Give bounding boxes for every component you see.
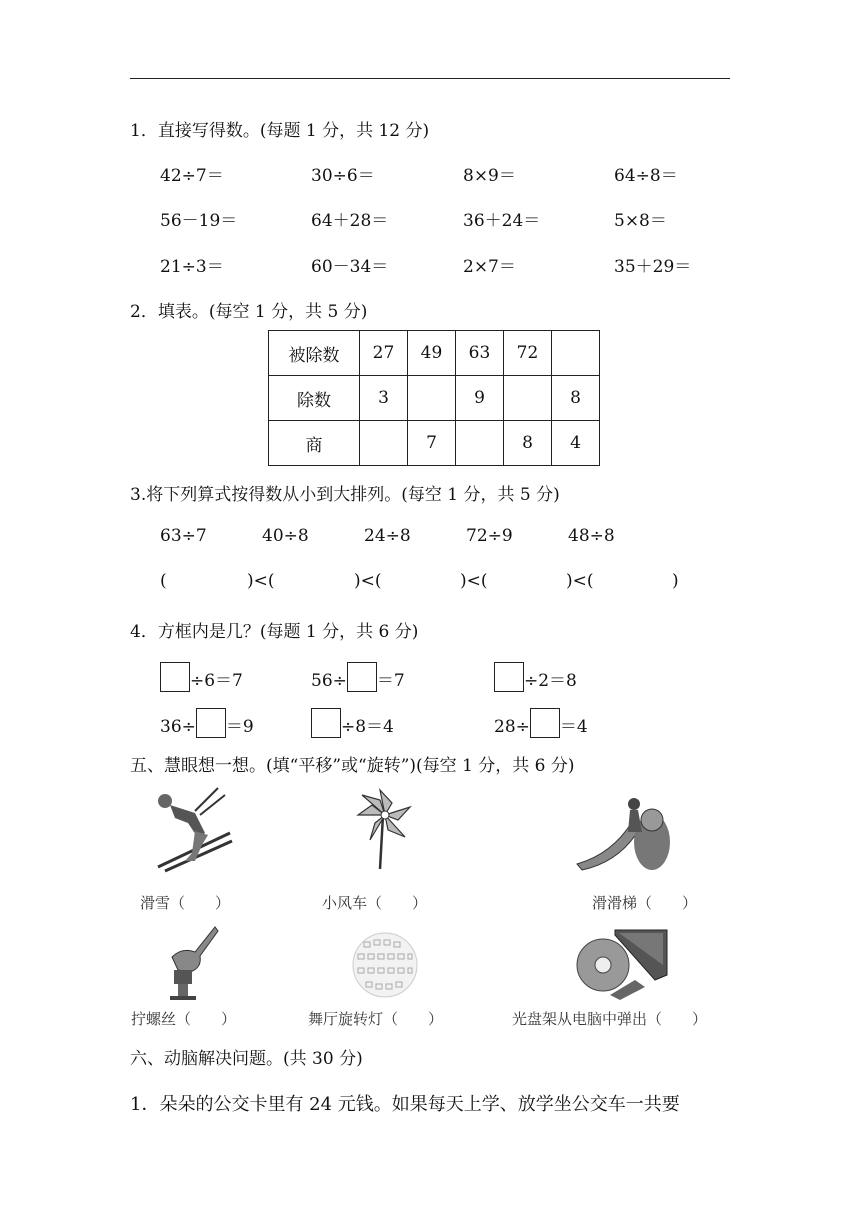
q2-heading: 2．填表。(每空 1 分，共 5 分): [130, 302, 368, 322]
q6-heading: 六、动脑解决问题。(共 30 分): [130, 1049, 363, 1069]
table-cell: 9: [456, 376, 504, 421]
q4-after: ＝4: [559, 717, 588, 737]
table-cell: [456, 421, 504, 466]
q1-item: 30÷6＝: [311, 166, 375, 186]
q4-item: [160, 708, 254, 738]
q4-after: ＝7: [376, 671, 405, 691]
answer-blank[interactable]: )<(: [566, 571, 594, 591]
fill-table: [268, 330, 600, 466]
q3-item: 63÷7: [160, 526, 207, 546]
q4-item: [311, 662, 405, 692]
answer-blank[interactable]: (: [160, 571, 167, 591]
table-row: [269, 421, 600, 466]
answer-blank[interactable]: )<(: [247, 571, 275, 591]
answer-box[interactable]: [530, 708, 560, 738]
table-cell: 72: [504, 331, 552, 376]
table-cell: [504, 376, 552, 421]
caption: 光盘架从电脑中弹出（ ）: [512, 1010, 708, 1028]
q4-heading: 4．方框内是几？(每题 1 分，共 6 分): [130, 622, 419, 642]
table-row: [269, 331, 600, 376]
slide-icon: [572, 792, 672, 872]
cd-drive-icon: [575, 925, 670, 1000]
table-cell: 被除数: [269, 331, 360, 376]
skier-icon: [150, 783, 235, 873]
disco-light-icon: [350, 930, 420, 1000]
table-cell: 63: [456, 331, 504, 376]
table-row: [269, 376, 600, 421]
q4-after: ÷2＝8: [524, 671, 577, 691]
q4-after: ÷6＝7: [190, 671, 243, 691]
q3-item: 40÷8: [262, 526, 309, 546]
wrench-icon: [160, 922, 220, 1002]
q4-item: [160, 662, 243, 692]
q1-heading: 1．直接写得数。(每题 1 分，共 12 分): [130, 121, 430, 141]
pinwheel-icon: [350, 785, 420, 870]
table-cell: [408, 376, 456, 421]
answer-box[interactable]: [160, 662, 190, 692]
q4-before: 28÷: [494, 717, 530, 737]
table-cell: 8: [552, 376, 600, 421]
q1-item: 21÷3＝: [160, 257, 224, 277]
answer-box[interactable]: [196, 708, 226, 738]
q1-item: 35＋29＝: [614, 257, 692, 277]
q1-item: 8×9＝: [463, 166, 516, 186]
q5-heading: 五、慧眼想一想。(填“平移”或“旋转”)(每空 1 分，共 6 分): [130, 756, 575, 776]
q1-item: 42÷7＝: [160, 166, 224, 186]
answer-box[interactable]: [347, 662, 377, 692]
table-cell: 8: [504, 421, 552, 466]
answer-box[interactable]: [494, 662, 524, 692]
q3-item: 72÷9: [466, 526, 513, 546]
q3-heading: 3.将下列算式按得数从小到大排列。(每空 1 分，共 5 分): [130, 485, 560, 505]
caption: 舞厅旋转灯（ ）: [308, 1010, 444, 1028]
q4-before: 56÷: [311, 671, 347, 691]
caption: 小风车（ ）: [322, 894, 428, 912]
answer-blank[interactable]: )<(: [460, 571, 488, 591]
q4-after: ＝9: [225, 717, 254, 737]
q3-item: 24÷8: [364, 526, 411, 546]
q1-item: 36＋24＝: [463, 211, 541, 231]
q1-item: 56－19＝: [160, 211, 238, 231]
caption: 滑雪（ ）: [140, 894, 231, 912]
table-cell: 27: [360, 331, 408, 376]
table-cell: 除数: [269, 376, 360, 421]
q4-item: [494, 708, 588, 738]
q4-after: ÷8＝4: [341, 717, 394, 737]
table-cell: [552, 331, 600, 376]
q1-item: 64＋28＝: [311, 211, 389, 231]
table-cell: 3: [360, 376, 408, 421]
q6-problem-1: 1．朵朵的公交卡里有 24 元钱。如果每天上学、放学坐公交车一共要: [130, 1094, 680, 1115]
q1-item: 60－34＝: [311, 257, 389, 277]
answer-box[interactable]: [311, 708, 341, 738]
table-cell: 商: [269, 421, 360, 466]
answer-blank[interactable]: )<(: [354, 571, 382, 591]
caption: 滑滑梯（ ）: [592, 894, 698, 912]
table-cell: 49: [408, 331, 456, 376]
table-cell: 7: [408, 421, 456, 466]
q1-item: 64÷8＝: [614, 166, 678, 186]
q4-before: 36÷: [160, 717, 196, 737]
q4-item: [494, 662, 577, 692]
q1-item: 5×8＝: [614, 211, 667, 231]
table-cell: 4: [552, 421, 600, 466]
q3-item: 48÷8: [568, 526, 615, 546]
q4-item: [311, 708, 394, 738]
caption: 拧螺丝（ ）: [131, 1010, 237, 1028]
q1-item: 2×7＝: [463, 257, 516, 277]
header-rule: [130, 78, 730, 79]
table-cell: [360, 421, 408, 466]
answer-blank[interactable]: ): [672, 571, 679, 591]
